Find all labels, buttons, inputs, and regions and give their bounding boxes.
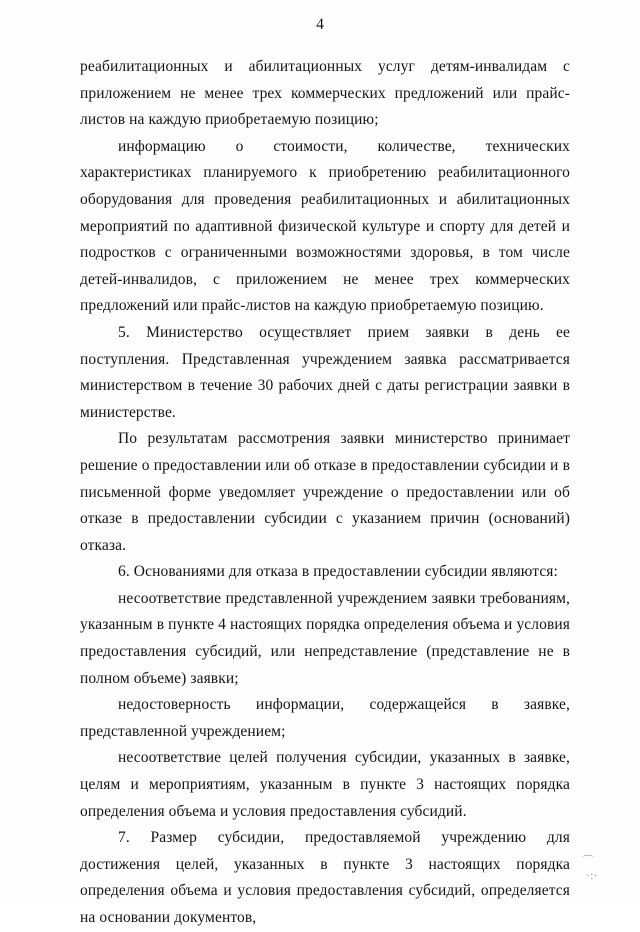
paragraph-refusal-ground-1: несоответствие представленной учреждением заявки требованиям, указанным в пункте 4 настоящих порядка определения объема и условия предоставления субсидий, или непредставление (представление не в полном объеме) заявки; [80, 589, 570, 687]
paragraph-item-7: 7. Размер субсидии, предоставляемой учреждению для достижения целей, указанных в пункте 3 настоящих порядка определения объема и условия предоставления субсидий, определяется на основании документов, [80, 829, 570, 926]
paragraph-item-5: 5. Министерство осуществляет прием заявки в день ее поступления. Представленная учреждением заявка рассматривается министерством в течение 30 рабочих дней с даты регистрации заявки в министерстве. [80, 323, 570, 421]
paragraph-item-6: 6. Основаниями для отказа в предоставлении субсидии являются: [118, 563, 558, 581]
paragraph-cost-information: информацию о стоимости, количестве, технических характеристиках планируемого к приобретению реабилитационного оборудования для проведения реабилитационных и абилитационных мероприятий по адаптивной физической культуре и спорту для детей и подростков с ограниченными возможностями здоровья, в том числе детей-инвалидов, с приложением не менее трех коммерческих предложений или прайс-листов на каждую приобретаемую позицию. [80, 137, 570, 315]
paragraph-refusal-ground-3: несоответствие целей получения субсидии, указанных в заявке, целям и мероприятиям, указанным в пункте 3 настоящих порядка определения объема и условия предоставления субсидий. [80, 749, 570, 820]
scan-artifact-mark: ·:· [586, 868, 598, 882]
scan-artifact-mark: ⌒ [582, 854, 595, 868]
paragraph-review-results: По результатам рассмотрения заявки министерство принимает решение о предоставлении или об отказе в предоставлении субсидии и в письменной форме уведомляет учреждение о предоставлении или об отказе в предоставлении субсидии с указанием причин (оснований) отказа. [80, 430, 570, 554]
paragraph-continuation: реабилитационных и абилитационных услуг детям-инвалидам с приложением не менее трех коммерческих предложений или прайс-листов на каждую приобретаемую позицию; [80, 58, 570, 129]
document-body [80, 54, 570, 932]
page-number: 4 [316, 16, 324, 33]
paragraph-refusal-ground-2: недостоверность информации, содержащейся в заявке, представленной учреждением; [80, 696, 570, 740]
